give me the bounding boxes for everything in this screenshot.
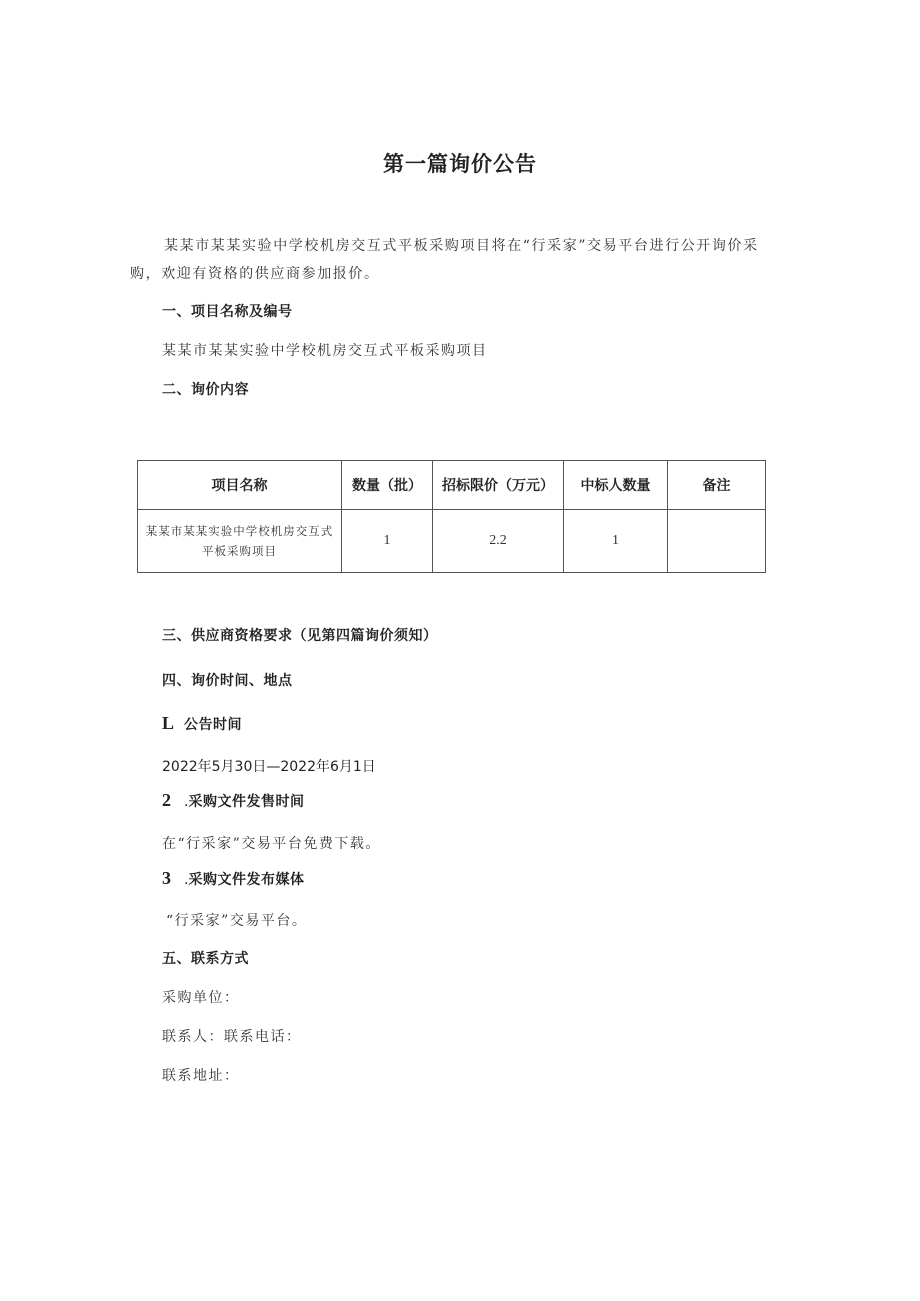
item-number: L (162, 713, 175, 733)
sale-time-text: 在“行采家”交易平台免费下载。 (162, 836, 381, 852)
section-heading-contact: 五、联系方式 (162, 951, 249, 967)
subsection-announcement-time (162, 713, 242, 734)
table-header-cell: 备注 (668, 461, 766, 510)
table-header-cell: 中标人数量 (564, 461, 668, 510)
intro-paragraph: 某某市某某实验中学校机房交互式平板采购项目将在“行采家”交易平台进行公开询价采购，欢迎有资格的供应商参加报价。 (130, 238, 759, 282)
table-header-cell: 招标限价（万元） (433, 461, 564, 510)
table-cell-quantity: 1 (342, 510, 433, 573)
page-title: 第一篇询价公告 (383, 152, 537, 176)
announcement-time-text: 2022年5月30日—2022年6月1日 (162, 759, 376, 775)
section-heading-time-place: 四、询价时间、地点 (162, 673, 293, 689)
item-separator: . (184, 794, 189, 810)
table-cell-winners: 1 (564, 510, 668, 573)
section-heading-project-name: 一、项目名称及编号 (162, 304, 293, 320)
address-label: 联系地址： (162, 1068, 240, 1084)
subsection-publish-media (162, 868, 304, 889)
inquiry-table (137, 460, 766, 573)
buyer-label: 采购单位： (162, 990, 240, 1006)
table-row (138, 510, 766, 573)
item-separator: . (184, 872, 189, 888)
table-cell-project-name: 某某市某某实验中学校机房交互式平板采购项目 (138, 510, 342, 573)
contact-label: 联系人：联系电话： (162, 1029, 302, 1045)
item-label: 采购文件发布媒体 (188, 872, 305, 888)
table-header-cell: 数量（批） (342, 461, 433, 510)
item-number: 2 (162, 790, 171, 810)
item-label: 公告时间 (184, 717, 242, 733)
publish-media-text: “行采家”交易平台。 (166, 913, 308, 929)
table-cell-remark (668, 510, 766, 573)
table-header-row (138, 461, 766, 510)
section-heading-inquiry-content: 二、询价内容 (162, 382, 249, 398)
table-header-cell: 项目名称 (138, 461, 342, 510)
section-heading-qualification: 三、供应商资格要求（见第四篇询价须知） (162, 628, 438, 644)
item-number: 3 (162, 868, 171, 888)
project-name-text: 某某市某某实验中学校机房交互式平板采购项目 (162, 343, 488, 359)
table-cell-price-limit: 2.2 (433, 510, 564, 573)
item-label: 采购文件发售时间 (188, 794, 305, 810)
subsection-sale-time (162, 790, 304, 811)
